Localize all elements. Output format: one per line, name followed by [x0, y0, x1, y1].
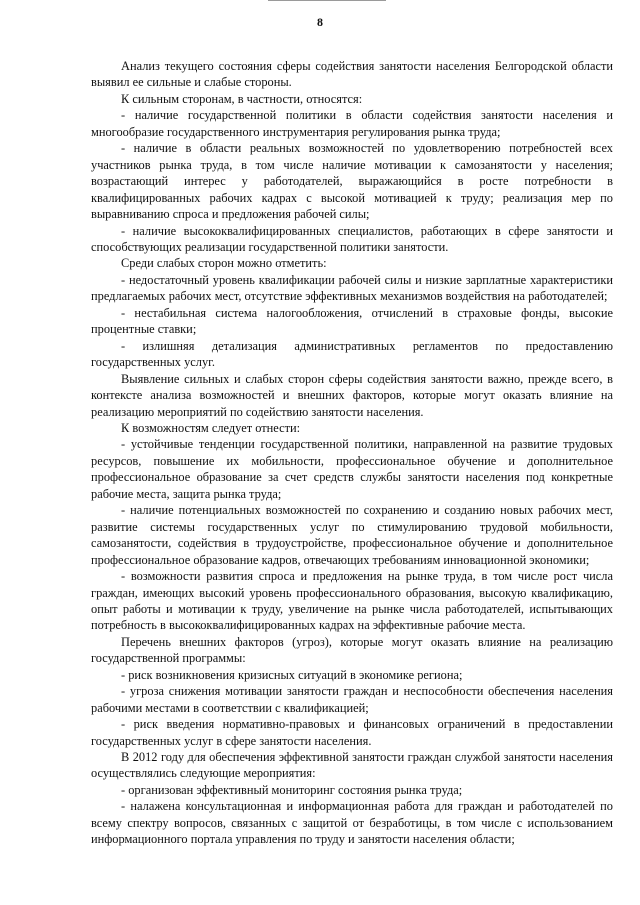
page-top-rule [268, 0, 386, 1]
paragraph: Перечень внешних факторов (угроз), которые могут оказать влияние на реализацию государственной программы: [91, 634, 613, 666]
paragraph: Среди слабых сторон можно отметить: [121, 256, 327, 271]
paragraph: - нестабильная система налогообложения, отчислений в страховые фонды, высокие процентные ставки; [91, 305, 613, 337]
paragraph: Выявление сильных и слабых сторон сферы содействия занятости важно, прежде всего, в контексте анализа возможностей и внешних факторов, которые могут оказать влияние на реализацию мероприятий по содействию занятости населения. [91, 371, 613, 419]
paragraph: К возможностям следует отнести: [121, 420, 301, 435]
paragraph: - организован эффективный мониторинг состояния рынка труда; [121, 782, 463, 797]
paragraph: - излишняя детализация административных регламентов по предоставлению государственных услуг. [91, 338, 613, 370]
paragraph: - угроза снижения мотивации занятости граждан и неспособности обеспечения населения рабочими местами в соответствии с квалификацией; [91, 684, 613, 715]
page-number: 8 [317, 15, 323, 29]
paragraph: - наличие в области реальных возможностей по удовлетворению потребностей всех участников рынка труда, в том числе наличие мотивации к самозанятости у населения; возрастающий интерес у работодателей, выражающийся в росте потребности в квалифицированных рабочих кадрах с высокой мотивацией к труду; реализация мер по выравниванию спроса и предложения рабочей силы; [91, 141, 613, 222]
paragraph: - наличие государственной политики в области содействия занятости населения и многообразие государственного инструментария регулирования рынка труда; [91, 108, 613, 139]
paragraph: - риск возникновения кризисных ситуаций в экономике региона; [121, 667, 463, 682]
document-body [91, 58, 613, 848]
paragraph: - наличие высококвалифицированных специалистов, работающих в сфере занятости и способствующих реализации государственной политики занятости. [91, 223, 613, 254]
paragraph: - устойчивые тенденции государственной политики, направленной на развитие трудовых ресурсов, повышение их мобильности, профессиональное обучение и дополнительное профессиональное образование за счет средств службы занятости населения под конкретные рабочие места, защита рынка труда; [91, 437, 613, 501]
paragraph: Анализ текущего состояния сферы содействия занятости населения Белгородской области выявил ее сильные и слабые стороны. [91, 59, 613, 90]
paragraph: - недостаточный уровень квалификации рабочей силы и низкие зарплатные характеристики предлагаемых рабочих мест, отсутствие эффективных механизмов воздействия на работодателей; [91, 272, 613, 304]
paragraph: К сильным сторонам, в частности, относятся: [121, 91, 363, 106]
paragraph: - возможности развития спроса и предложения на рынке труда, в том числе рост числа граждан, имеющих высокий уровень профессионального образования, высокую квалификацию, опыт работы и мотивации к труду, увеличение на рынке числа работодателей, испытывающих потребность в высококвалифицированных кадрах на эффективные рабочие места. [91, 569, 613, 633]
paragraph: - риск введения нормативно-правовых и финансовых ограничений в предоставлении государственных услуг в сфере занятости населения. [91, 717, 613, 748]
paragraph: - наличие потенциальных возможностей по сохранению и созданию новых рабочих мест, развитие системы государственных услуг по стимулированию трудовой мобильности, самозанятости, содействия в трудоустройстве, профессиональное обучение и дополнительное профессиональное образование кадров, отвечающих требованиям инновационной экономики; [91, 503, 613, 567]
paragraph: В 2012 году для обеспечения эффективной занятости граждан службой занятости населения осуществлялись следующие мероприятия: [91, 750, 613, 781]
paragraph: - налажена консультационная и информационная работа для граждан и работодателей по всему спектру вопросов, связанных с защитой от безработицы, в том числе с использованием информационного портала управления по труду и занятости населения области; [91, 799, 613, 847]
